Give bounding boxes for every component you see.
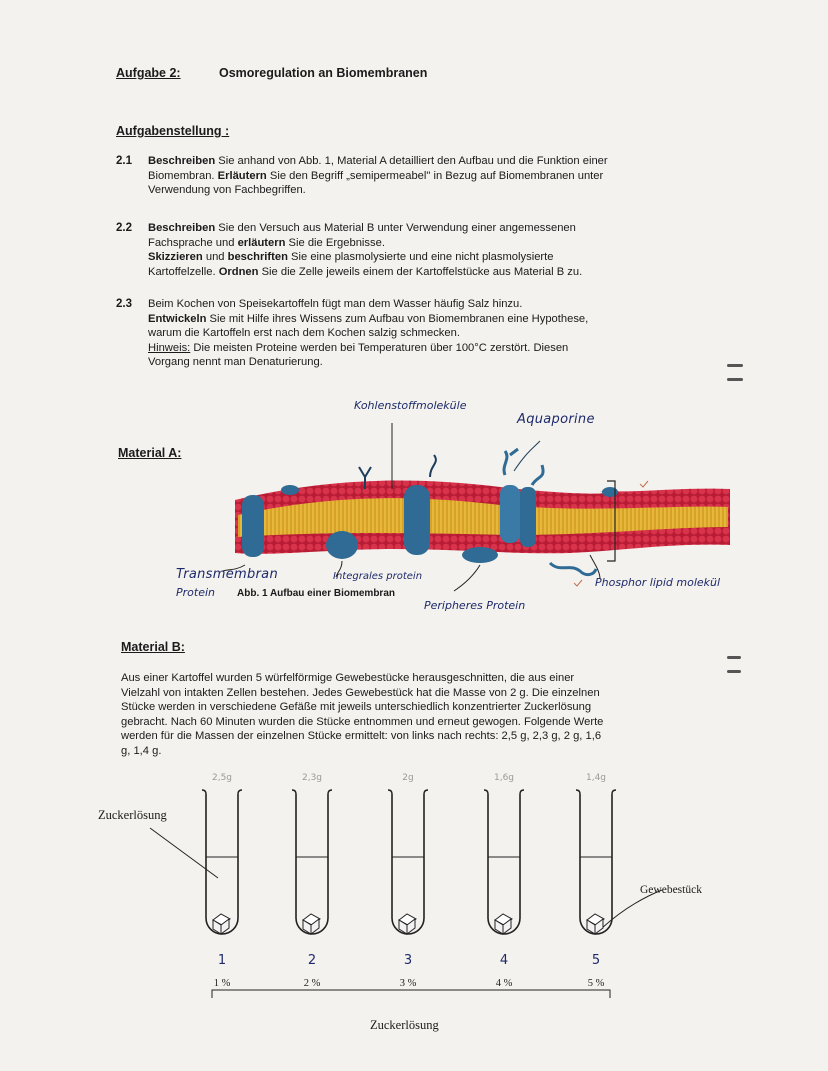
annotation-transmembran-2: Protein <box>176 586 215 599</box>
tube-number: 5 <box>591 953 601 968</box>
text-segment: Verwendung von Fachbegriffen. <box>148 184 306 197</box>
mass-label: 2,3g <box>301 773 323 783</box>
text-segment: Sie anhand von Abb. 1, Material A detailliert den Aufbau und die Funktion einer <box>215 155 608 167</box>
text-segment: und <box>202 251 228 264</box>
margin-mark <box>727 670 741 673</box>
text-segment: Die meisten Proteine werden bei Temperaturen über 100°C zerstört. Diesen <box>190 341 569 354</box>
pointer-zucker <box>150 828 218 878</box>
text-segment: Beschreiben <box>148 155 216 167</box>
material-b-line: gebracht. Nach 60 Minuten wurden die Stücke entnommen und erneut gewogen. Folgende Werte <box>121 715 604 728</box>
margin-mark <box>727 378 743 381</box>
material-a-label: Material A: <box>118 446 182 460</box>
task-line <box>148 341 693 356</box>
annotation-peripheres: Peripheres Protein <box>424 599 526 612</box>
task-line <box>148 236 693 251</box>
task-line <box>148 154 693 169</box>
task-2-1-text <box>148 154 693 198</box>
text-segment: Biomembran. <box>148 169 218 182</box>
biomembrane-illustration <box>170 415 780 600</box>
text-segment: Sie den Begriff „semipermeabel" in Bezug auf Biomembranen unter <box>266 169 604 182</box>
test-tube-5 <box>576 773 616 989</box>
concentration-label: 1 % <box>213 978 231 989</box>
text-segment: Sie die Zelle jeweils einem der Kartoffelstücke aus Material B zu. <box>258 265 583 278</box>
task-line <box>148 297 693 312</box>
mass-label: 1,6g <box>493 773 515 783</box>
tissue-cube <box>495 914 512 934</box>
text-segment: Sie eine plasmolysierte und eine nicht plasmolysierte <box>287 251 554 264</box>
label-zuckerloesung-bottom: Zuckerlösung <box>370 1018 439 1032</box>
annotation-integrales: Integrales protein <box>333 571 423 582</box>
material-b-text <box>121 671 693 759</box>
material-b-label: Material B: <box>121 640 185 654</box>
text-segment: Ordnen <box>218 265 259 278</box>
text-segment: Beschreiben <box>148 222 216 234</box>
tube-number: 4 <box>499 953 509 968</box>
concentration-label: 2 % <box>303 978 321 989</box>
label-gewebestueck: Gewebestück <box>640 884 702 896</box>
text-segment: Kartoffelzelle. <box>148 265 219 278</box>
text-segment: Entwickeln <box>148 312 207 325</box>
mass-label: 2,5g <box>211 773 233 783</box>
annotation-phospholipid-molekuel: Phosphor lipid molekül <box>595 576 721 589</box>
concentration-label: 4 % <box>495 978 513 989</box>
transmembrane-protein <box>404 485 430 555</box>
task-line <box>148 326 693 341</box>
integral-protein <box>326 531 358 559</box>
material-b-line: Vielzahl von intakten Zellen bestehen. Jedes Gewebestück hat die Masse von 2 g. Die einzelnen <box>121 686 600 699</box>
figure-caption: Abb. 1 Aufbau einer Biomembran <box>237 588 395 599</box>
tube-number: 2 <box>307 953 317 968</box>
tube-number: 1 <box>217 953 227 968</box>
tube-number: 3 <box>403 953 413 968</box>
mass-label: 2g <box>402 773 414 783</box>
text-segment: warum die Kartoffeln erst nach dem Kochen salzig schmecken. <box>148 327 460 340</box>
tissue-cube <box>399 914 416 934</box>
task-number-2-1: 2.1 <box>116 155 132 167</box>
margin-mark <box>727 364 743 367</box>
text-segment: Sie die Ergebnisse. <box>285 236 385 249</box>
task-number-2-2: 2.2 <box>116 222 132 234</box>
transmembrane-protein <box>242 495 264 557</box>
text-segment: Erläutern <box>217 169 267 182</box>
test-tube-1 <box>202 773 242 989</box>
task-2-3-text <box>148 297 693 370</box>
task-line <box>148 169 693 184</box>
label-zuckerloesung-left: Zuckerlösung <box>98 808 167 822</box>
tissue-cube <box>213 914 230 934</box>
test-tubes-diagram <box>90 760 740 1010</box>
task-line <box>148 265 693 280</box>
aquaporin-protein <box>520 487 536 547</box>
annotation-transmembran-1: Transmembran <box>176 567 278 582</box>
text-segment: Skizzieren <box>148 251 203 264</box>
task-line <box>148 250 693 265</box>
text-segment: Sie den Versuch aus Material B unter Verwendung einer angemessenen <box>215 222 576 234</box>
test-tube-2 <box>292 773 332 989</box>
task-line <box>148 355 693 370</box>
tissue-cube <box>303 914 320 934</box>
material-b-line: Aus einer Kartoffel wurden 5 würfelförmige Gewebestücke herausgeschnitten, die aus einer <box>121 672 575 684</box>
test-tube-3 <box>388 773 428 989</box>
task-2-2-text <box>148 221 693 279</box>
text-segment: Fachsprache und <box>148 236 238 249</box>
text-segment: beschriften <box>227 251 288 264</box>
mass-label: 1,4g <box>585 773 607 783</box>
task-line <box>148 312 693 327</box>
margin-mark <box>727 656 741 659</box>
task-line <box>148 221 693 236</box>
concentration-label: 5 % <box>587 978 605 989</box>
concentration-label: 3 % <box>399 978 417 989</box>
aufgabe-label: Aufgabe 2: <box>116 66 181 80</box>
tissue-cube <box>587 914 604 934</box>
annotation-kohlenstoff: Kohlenstoffmoleküle <box>354 399 467 412</box>
text-segment: Hinweis: <box>148 341 191 354</box>
peripheral-protein <box>462 547 498 563</box>
material-b-line: Stücke werden in verschiedene Gefäße mit jeweils unterschiedlich konzentrierter Zuckerlösung <box>121 701 592 714</box>
aquaporin-protein <box>500 485 520 543</box>
test-tube-4 <box>484 773 524 989</box>
annotation-aquaporine: Aquaporine <box>517 412 595 427</box>
text-segment: Beim Kochen von Speisekartoffeln fügt man dem Wasser häufig Salz hinzu. <box>148 298 523 310</box>
text-segment: Vorgang nennt man Denaturierung. <box>148 356 323 369</box>
aufgabenstellung-label: Aufgabenstellung : <box>116 124 230 138</box>
task-number-2-3: 2.3 <box>116 298 132 310</box>
concentration-bracket <box>212 990 610 998</box>
text-segment: erläutern <box>237 236 286 249</box>
material-b-line: werden für die Massen der einzelnen Stücke ermittelt: von links nach rechts: 2,5 g, 2,3 g, 2 g, 1,6 <box>121 730 602 743</box>
material-b-line: g, 1,4 g. <box>121 744 162 757</box>
task-line <box>148 183 693 198</box>
text-segment: Sie mit Hilfe ihres Wissens zum Aufbau von Biomembranen eine Hypothese, <box>206 312 589 325</box>
page-title: Osmoregulation an Biomembranen <box>219 66 428 80</box>
